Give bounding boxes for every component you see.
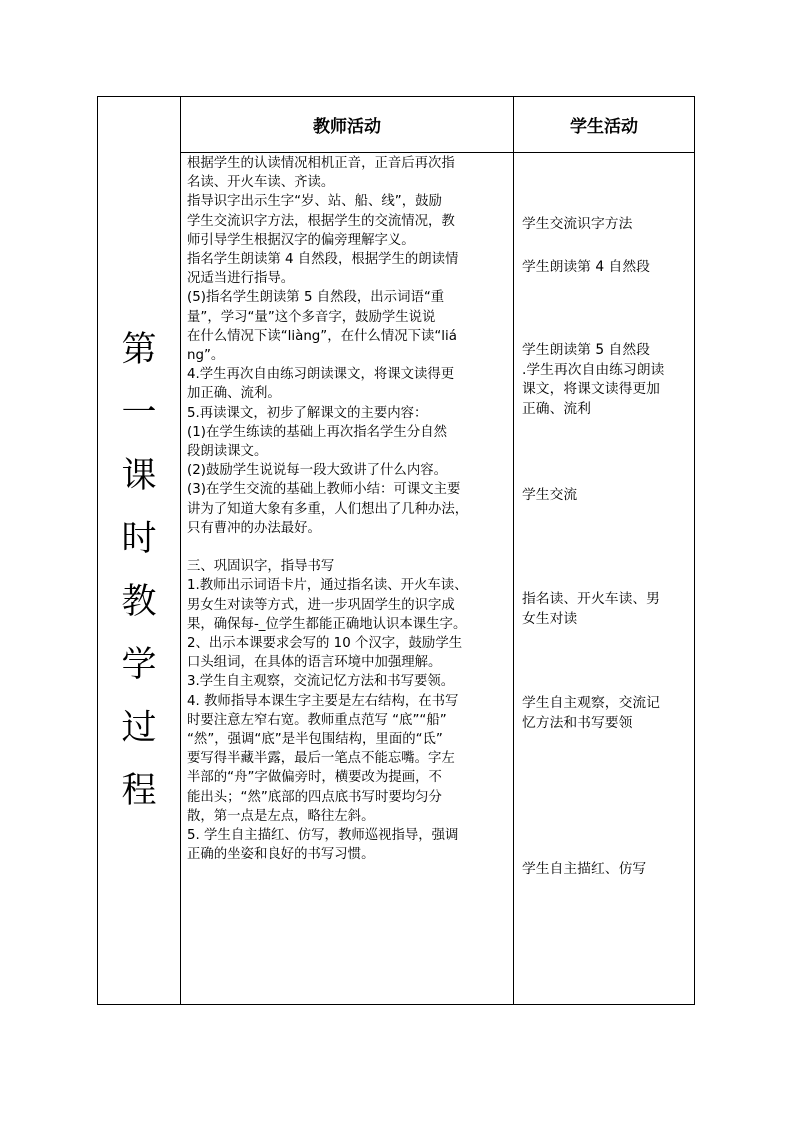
student-line: 学生交流	[522, 487, 578, 503]
teacher-line	[187, 538, 509, 557]
teacher-line: (3)在学生交流的基础上教师小结：可课文主要	[187, 482, 461, 498]
teacher-line: 学生交流识字方法，根据学生的交流情况，教	[187, 213, 455, 229]
student-line: 女生对读	[522, 610, 578, 627]
teacher-line: (1)在学生练读的基础上再次指名学生分自然	[187, 424, 447, 440]
student-activity-block	[522, 341, 690, 419]
student-activity-block	[522, 258, 690, 278]
teacher-line: 果，确保每-_位学生都能正确地认识本课生字。	[187, 616, 467, 632]
teacher-line: 5. 学生自主描红、仿写，教师巡视指导，强调	[187, 828, 459, 844]
teacher-line: ng”。	[187, 348, 225, 364]
student-activity-header: 学生活动	[570, 117, 638, 137]
student-line: 学生朗读第 4 自然段	[522, 259, 650, 275]
teacher-line: “然”，强调“底”是半包围结构，里面的“氐”	[187, 732, 443, 748]
teacher-line: 指名学生朗读第 4 自然段，根据学生的朗读情	[187, 252, 459, 268]
student-line: 指名读、开火车读、男	[522, 591, 660, 607]
student-line: 课文，将课文读得更加	[522, 381, 660, 397]
column-divider-left	[180, 97, 181, 1004]
student-line: 学生朗读第 5 自然段	[522, 342, 650, 358]
student-activity-block	[522, 590, 690, 629]
teacher-line: 2、出示本课要求会写的 10 个汉字，鼓励学生	[187, 636, 463, 652]
teacher-line: 3.学生自主观察，交流记忆方法和书写要领。	[187, 674, 455, 690]
teacher-line: 散，第一点是左点，略往左斜。	[187, 808, 375, 824]
teacher-line: 三、巩固识字，指导书写	[187, 559, 335, 575]
column-divider-right	[513, 97, 514, 1004]
student-line: 学生自主观察，交流记	[522, 695, 660, 711]
teacher-activity-header: 教师活动	[313, 117, 381, 137]
teacher-line: 在什么情况下读“liàng”，在什么情况下读“liá	[187, 328, 457, 344]
teacher-line: 要写得半藏半露，最后一笔点不能忘嘴。字左	[187, 751, 455, 767]
teacher-line: 1.教师出示词语卡片，通过指名读、开火车读、	[187, 578, 468, 594]
teacher-line: 4. 教师指导本课生字主要是左右结构，在书写	[187, 693, 459, 709]
student-activity-block	[522, 860, 690, 880]
teacher-line: 4.学生再次自由练习朗读课文，将课文读得更	[187, 367, 455, 383]
teacher-line: 只有曹冲的办法最好。	[187, 520, 321, 536]
student-line: 正确、流利	[522, 400, 591, 417]
teacher-line: 指导识字出示生字“岁、站、船、线”，鼓励	[187, 194, 442, 210]
student-line: 学生交流识字方法	[522, 216, 633, 232]
teacher-line: 时要注意左窄右宽。教师重点范写 “底”“船”	[187, 712, 447, 728]
teacher-line: 加正确、流利。	[187, 386, 281, 402]
teacher-line: (2)鼓励学生说说每一段大致讲了什么内容。	[187, 463, 447, 479]
student-activity-block	[522, 486, 690, 506]
teacher-line: 能出头；“然”底部的四点底书写时要均匀分	[187, 789, 442, 805]
student-line: .学生再次自由练习朗读	[522, 361, 665, 378]
student-line: 忆方法和书写要领	[522, 714, 633, 731]
teacher-line: (5)指名学生朗读第 5 自然段，出示词语“重	[187, 290, 445, 306]
teacher-line: 5.再读课文，初步了解课文的主要内容：	[187, 405, 428, 421]
header-divider	[180, 152, 694, 153]
teacher-activity-content	[187, 154, 509, 865]
side-title: 第一课时教学过程	[121, 329, 157, 811]
teacher-line: 半部的“舟”字做偏旁时，横要改为提画，不	[187, 770, 442, 786]
teacher-line: 男女生对读等方式，进一步巩固学生的识字成	[187, 597, 455, 613]
lesson-plan-table	[97, 96, 695, 1005]
teacher-line: 名读、开火车读、齐读。	[187, 175, 335, 191]
student-line: 学生自主描红、仿写	[522, 861, 647, 877]
side-title-cell	[98, 97, 180, 1004]
student-activity-block	[522, 694, 690, 733]
teacher-line: 根据学生的认读情况相机正音，正音后再次指	[187, 156, 455, 171]
teacher-line: 口头组词，在具体的语言环境中加强理解。	[187, 655, 442, 671]
student-activity-block	[522, 215, 690, 235]
teacher-line: 讲为了知道大象有多重，人们想出了几种办法，	[187, 501, 469, 517]
teacher-line: 段朗读课文。	[187, 444, 268, 460]
teacher-line: 况适当进行指导。	[187, 271, 295, 287]
teacher-line: 量”，学习“量”这个多音字，鼓励学生说说	[187, 309, 436, 325]
teacher-line: 师引导学生根据汉字的偏旁理解字义。	[187, 232, 415, 248]
teacher-line: 正确的坐姿和良好的书写习惯。	[187, 847, 375, 863]
